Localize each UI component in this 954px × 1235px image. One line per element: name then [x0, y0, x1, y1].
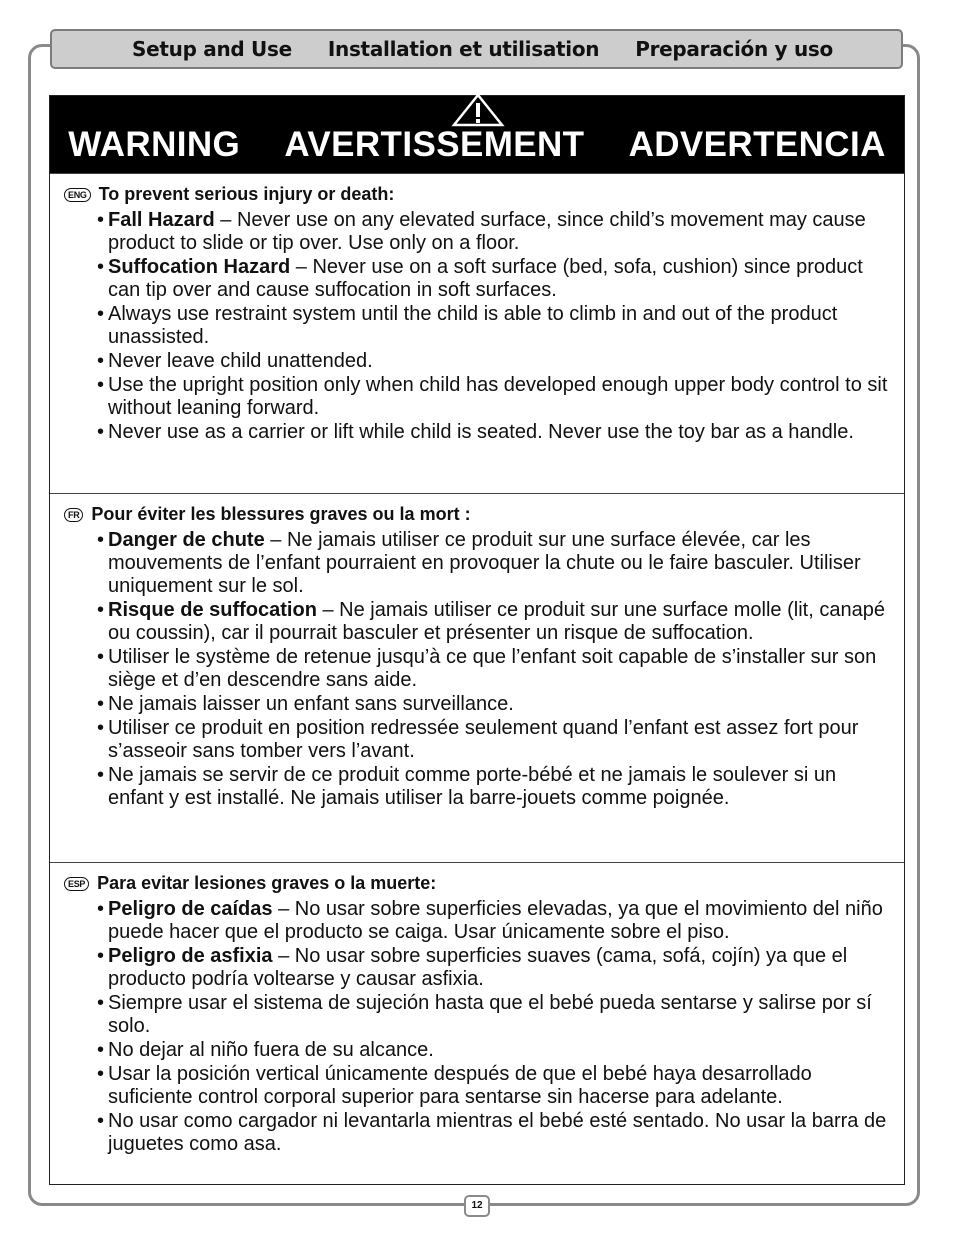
page-number: 12 [464, 1195, 490, 1217]
item-text: Always use restraint system until the child is able to climb in and out of the product unassisted. [108, 303, 838, 348]
header-title-en: Setup and Use [132, 37, 292, 61]
hazard-label: Risque de suffocation [108, 599, 317, 621]
list-item [98, 646, 890, 692]
warning-title-en: WARNING [68, 125, 241, 164]
hazard-label: Danger de chute [108, 529, 265, 551]
item-text: Usar la posición vertical únicamente después de que el bebé haya desarrollado suficiente control corporal superior para sentarse sin hacerse para adelante. [108, 1063, 812, 1108]
language-badge-eng: ENG [64, 188, 91, 202]
item-text: Use the upright position only when child has developed enough upper body control to sit without leaning forward. [108, 374, 888, 419]
list-item [98, 421, 890, 444]
section-french [50, 493, 904, 862]
item-text: No usar como cargador ni levantarla mientras el bebé esté sentado. No usar la barra de juguetes como asa. [108, 1110, 887, 1155]
section-title-esp: Para evitar lesiones graves o la muerte: [97, 873, 437, 893]
section-title-eng: To prevent serious injury or death: [98, 184, 395, 204]
warning-triangle-icon [451, 93, 505, 127]
warning-banner [50, 96, 904, 173]
list-item [98, 529, 890, 598]
list-item [98, 693, 890, 716]
hazard-list-esp [64, 898, 890, 1156]
section-head [64, 184, 890, 205]
item-text: – Ne jamais utiliser ce produit sur une surface molle (lit, canapé ou coussin), car il pourrait basculer et présenter un risque de suffocation. [108, 599, 885, 644]
section-head [64, 873, 890, 894]
item-text: Utiliser le système de retenue jusqu’à ce que l’enfant soit capable de s’installer sur son siège et d’en descendre sans aide. [108, 646, 877, 691]
section-title-fr: Pour éviter les blessures graves ou la mort : [91, 504, 471, 524]
hazard-list-fr [64, 529, 890, 810]
item-text: Ne jamais laisser un enfant sans surveillance. [108, 693, 514, 715]
item-text: No dejar al niño fuera de su alcance. [108, 1039, 434, 1061]
list-item [98, 599, 890, 645]
item-text: – Ne jamais utiliser ce produit sur une surface élevée, car les mouvements de l’enfant pourraient en provoquer la chute ou le faire basculer. Utiliser uniquement sur le sol. [108, 529, 861, 597]
list-item [98, 303, 890, 349]
warning-title-es: ADVERTENCIA [628, 125, 886, 164]
item-text: – No usar sobre superficies suaves (cama, sofá, cojín) ya que el producto podría voltearse y causar asfixia. [108, 945, 848, 990]
item-text: – No usar sobre superficies elevadas, ya que el movimiento del niño puede hacer que el producto se caiga. Usar únicamente sobre el piso. [108, 898, 883, 943]
section-spanish [50, 862, 904, 1182]
item-text: Utiliser ce produit en position redressée seulement quand l’enfant est assez fort pour s’asseoir sans tomber vers l’avant. [108, 717, 859, 762]
item-text: Never use as a carrier or lift while child is seated. Never use the toy bar as a handle. [108, 421, 854, 443]
header-title-fr: Installation et utilisation [327, 37, 600, 61]
language-badge-fr: FR [64, 508, 83, 522]
warning-title [54, 125, 900, 165]
list-item [98, 374, 890, 420]
hazard-label: Suffocation Hazard [108, 256, 291, 278]
section-head [64, 504, 890, 525]
list-item [98, 1039, 890, 1062]
warning-title-fr: AVERTISSEMENT [284, 125, 585, 164]
hazard-label: Fall Hazard [108, 209, 215, 231]
list-item [98, 992, 890, 1038]
section-english [50, 173, 904, 493]
list-item [98, 350, 890, 373]
list-item [98, 764, 890, 810]
item-text: Never leave child unattended. [108, 350, 373, 372]
section-header [50, 29, 903, 69]
language-badge-esp: ESP [64, 877, 89, 891]
list-item [98, 256, 890, 302]
hazard-label: Peligro de caídas [108, 898, 273, 920]
item-text: – Never use on a soft surface (bed, sofa, cushion) since product can tip over and cause suffocation in soft surfaces. [108, 256, 863, 301]
list-item [98, 717, 890, 763]
hazard-label: Peligro de asfixia [108, 945, 273, 967]
list-item [98, 898, 890, 944]
item-text: Siempre usar el sistema de sujeción hasta que el bebé pueda sentarse y salirse por sí solo. [108, 992, 872, 1037]
list-item [98, 1063, 890, 1109]
header-title-es: Preparación y uso [635, 37, 833, 61]
item-text: – Never use on any elevated surface, since child’s movement may cause product to slide or tip over. Use only on a floor. [108, 209, 866, 254]
list-item [98, 1110, 890, 1156]
hazard-list-eng [64, 209, 890, 444]
list-item [98, 945, 890, 991]
warning-box [49, 95, 905, 1185]
item-text: Ne jamais se servir de ce produit comme porte-bébé et ne jamais le soulever si un enfant y est installé. Ne jamais utiliser la barre-jouets comme poignée. [108, 764, 837, 809]
list-item [98, 209, 890, 255]
